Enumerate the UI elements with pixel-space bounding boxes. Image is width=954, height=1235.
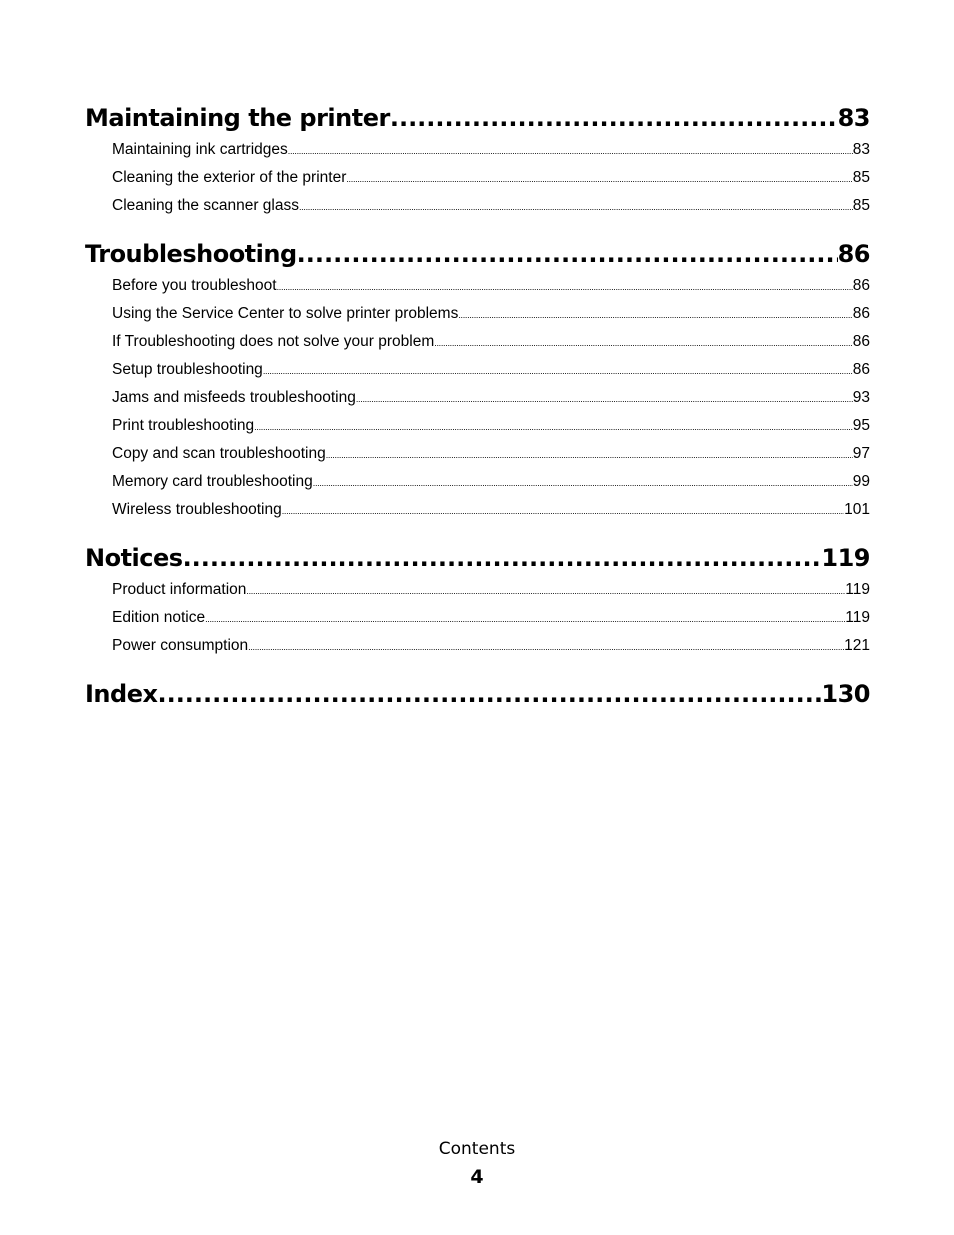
entry-page-number: 119 [845,581,870,598]
toc-section-heading[interactable] [85,100,870,136]
toc-section-heading[interactable] [85,676,870,712]
toc-entries [85,576,870,660]
entry-title: Memory card troubleshooting [112,473,313,490]
entry-title: Using the Service Center to solve printer problems [112,305,459,322]
dot-leader [434,329,853,356]
toc-entry[interactable] [112,576,870,604]
dot-leader [297,236,838,272]
toc-entry[interactable] [112,412,870,440]
section-title: Troubleshooting [85,240,297,268]
dot-leader [277,273,853,300]
toc-entry[interactable] [112,468,870,496]
toc-entry[interactable] [112,496,870,524]
dot-leader [248,633,844,660]
entry-title: Copy and scan troubleshooting [112,445,326,462]
entry-title: Product information [112,581,247,598]
toc-entry[interactable] [112,632,870,660]
entry-title: Wireless troubleshooting [112,501,282,518]
entry-page-number: 86 [852,277,870,294]
entry-page-number: 97 [852,445,870,462]
entry-page-number: 85 [852,197,870,214]
footer-label: Contents [438,1139,516,1159]
toc-entry[interactable] [112,192,870,220]
entry-title: If Troubleshooting does not solve your problem [112,333,435,350]
entry-title: Jams and misfeeds troubleshooting [112,389,356,406]
entry-page-number: 101 [844,501,870,518]
dot-leader [157,676,821,712]
dot-leader [458,301,852,328]
table-of-contents [85,100,870,728]
toc-entry[interactable] [112,440,870,468]
toc-section [85,540,870,660]
entry-title: Edition notice [112,609,206,626]
dot-leader [254,413,853,440]
section-page-number: 119 [821,544,870,572]
section-page-number: 130 [821,680,870,708]
dot-leader [205,605,845,632]
toc-entry[interactable] [112,356,870,384]
dot-leader [246,577,845,604]
dot-leader [183,540,822,576]
dot-leader [390,100,838,136]
entry-title: Maintaining ink cartridges [112,141,288,158]
entry-page-number: 99 [852,473,870,490]
section-title: Index [85,680,158,708]
dot-leader [313,469,853,496]
toc-section [85,100,870,220]
toc-entry[interactable] [112,604,870,632]
entry-page-number: 83 [852,141,870,158]
entry-page-number: 95 [852,417,870,434]
toc-section-heading[interactable] [85,236,870,272]
entry-page-number: 121 [844,637,870,654]
dot-leader [299,193,853,220]
entry-page-number: 86 [852,361,870,378]
dot-leader [326,441,853,468]
entry-title: Before you troubleshoot [112,277,277,294]
toc-section [85,236,870,524]
toc-entry[interactable] [112,384,870,412]
toc-entries [85,272,870,524]
entry-title: Cleaning the exterior of the printer [112,169,347,186]
entry-page-number: 86 [852,305,870,322]
section-title: Notices [85,544,183,572]
toc-section [85,676,870,712]
section-page-number: 86 [837,240,870,268]
dot-leader [356,385,853,412]
dot-leader [288,137,853,164]
toc-entry[interactable] [112,164,870,192]
entry-page-number: 85 [852,169,870,186]
toc-entries [85,136,870,220]
dot-leader [263,357,853,384]
section-title: Maintaining the printer [85,104,390,132]
toc-entry[interactable] [112,328,870,356]
toc-entry[interactable] [112,136,870,164]
dot-leader [282,497,844,524]
entry-page-number: 119 [845,609,870,626]
entry-page-number: 86 [852,333,870,350]
section-page-number: 83 [837,104,870,132]
footer-page-number: 4 [470,1166,484,1188]
toc-entry[interactable] [112,300,870,328]
entry-title: Print troubleshooting [112,417,255,434]
entry-title: Cleaning the scanner glass [112,197,299,214]
entry-page-number: 93 [852,389,870,406]
dot-leader [346,165,852,192]
toc-section-heading[interactable] [85,540,870,576]
toc-entry[interactable] [112,272,870,300]
entry-title: Power consumption [112,637,249,654]
entry-title: Setup troubleshooting [112,361,263,378]
